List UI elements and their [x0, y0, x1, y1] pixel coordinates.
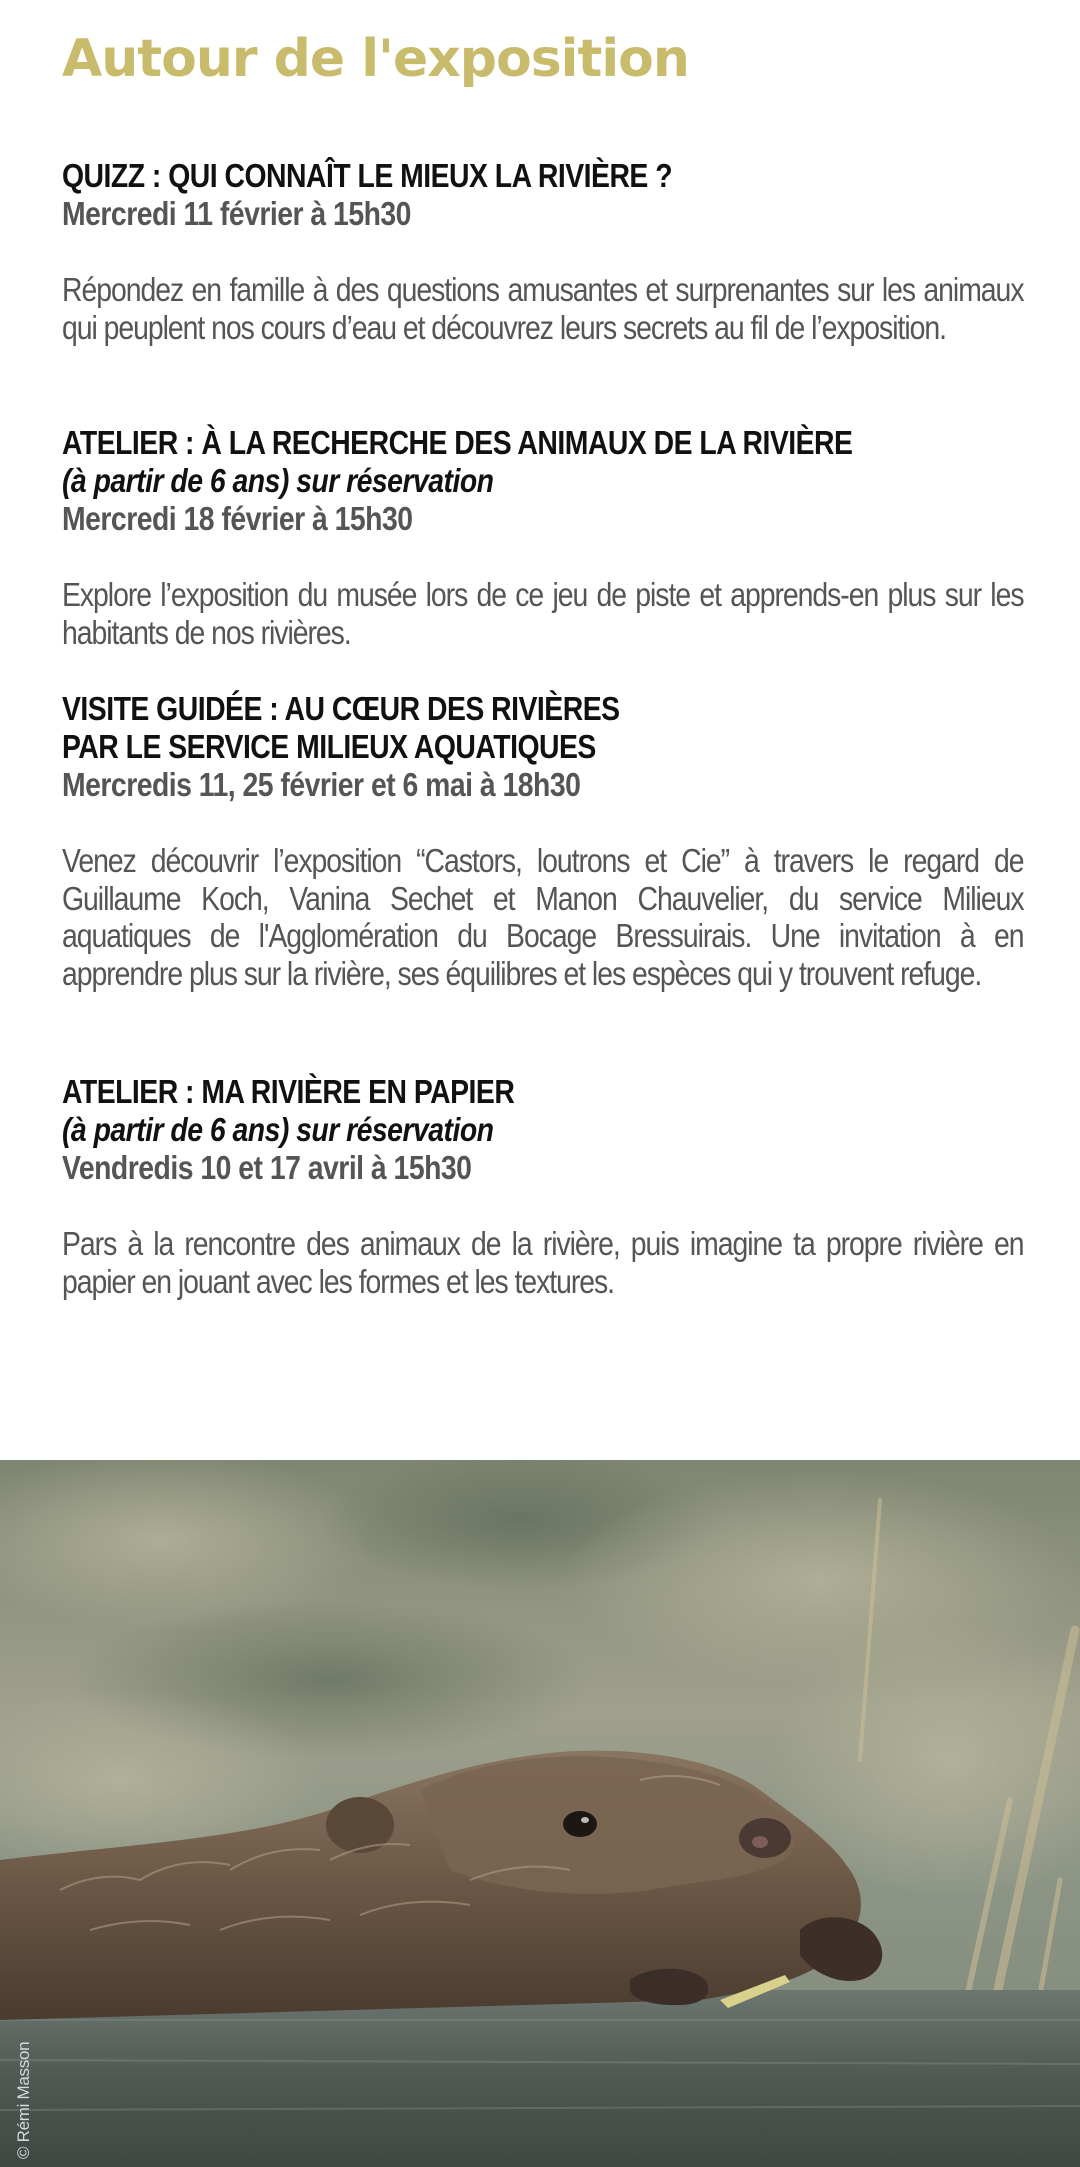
event-title: QUIZZ : QUI CONNAÎT LE MIEUX LA RIVIÈRE ?	[62, 157, 673, 194]
event-title-line-2: PAR LE SERVICE MILIEUX AQUATIQUES	[62, 728, 596, 765]
event-date: Mercredi 11 février à 15h30	[62, 195, 411, 232]
event-atelier-papier	[62, 1073, 1024, 1300]
event-note: (à partir de 6 ans) sur réservation	[62, 462, 494, 499]
event-note: (à partir de 6 ans) sur réservation	[62, 1111, 494, 1148]
photo-credit: © Rémi Masson	[14, 2041, 33, 2159]
page-title: Autour de l'exposition	[62, 29, 689, 89]
event-description: Explore l’exposition du musée lors de ce jeu de piste et apprends-en plus sur les habitants de nos rivières.	[62, 576, 1024, 651]
event-date: Mercredi 18 février à 15h30	[62, 500, 413, 537]
event-date: Vendredis 10 et 17 avril à 15h30	[62, 1149, 472, 1186]
event-description: Pars à la rencontre des animaux de la rivière, puis imagine ta propre rivière en papier en jouant avec les formes et les textures.	[62, 1225, 1024, 1300]
beaver-illustration	[0, 1460, 1080, 2167]
event-title: ATELIER : À LA RECHERCHE DES ANIMAUX DE LA RIVIÈRE	[62, 424, 853, 461]
beaver-photo	[0, 1460, 1080, 2167]
event-description: Venez découvrir l’exposition “Castors, loutrons et Cie” à travers le regard de Guillaume Koch, Vanina Sechet et Manon Chauvelier, du service Milieux aquatiques de l'Agglomération du Bocage Bressuirais. Une invitation à en apprendre plus sur la rivière, ses équilibres et les espèces qui y trouvent refuge.	[62, 842, 1024, 992]
event-quizz	[62, 157, 1024, 346]
event-atelier-recherche	[62, 424, 1024, 651]
event-description: Répondez en famille à des questions amusantes et surprenantes sur les animaux qui peuplent nos cours d’eau et découvrez leurs secrets au fil de l’exposition.	[62, 271, 1024, 346]
event-visite-guidee	[62, 690, 1024, 992]
event-title: VISITE GUIDÉE : AU CŒUR DES RIVIÈRES	[62, 690, 620, 727]
event-title: ATELIER : MA RIVIÈRE EN PAPIER	[62, 1073, 515, 1110]
event-date: Mercredis 11, 25 février et 6 mai à 18h30	[62, 766, 581, 803]
